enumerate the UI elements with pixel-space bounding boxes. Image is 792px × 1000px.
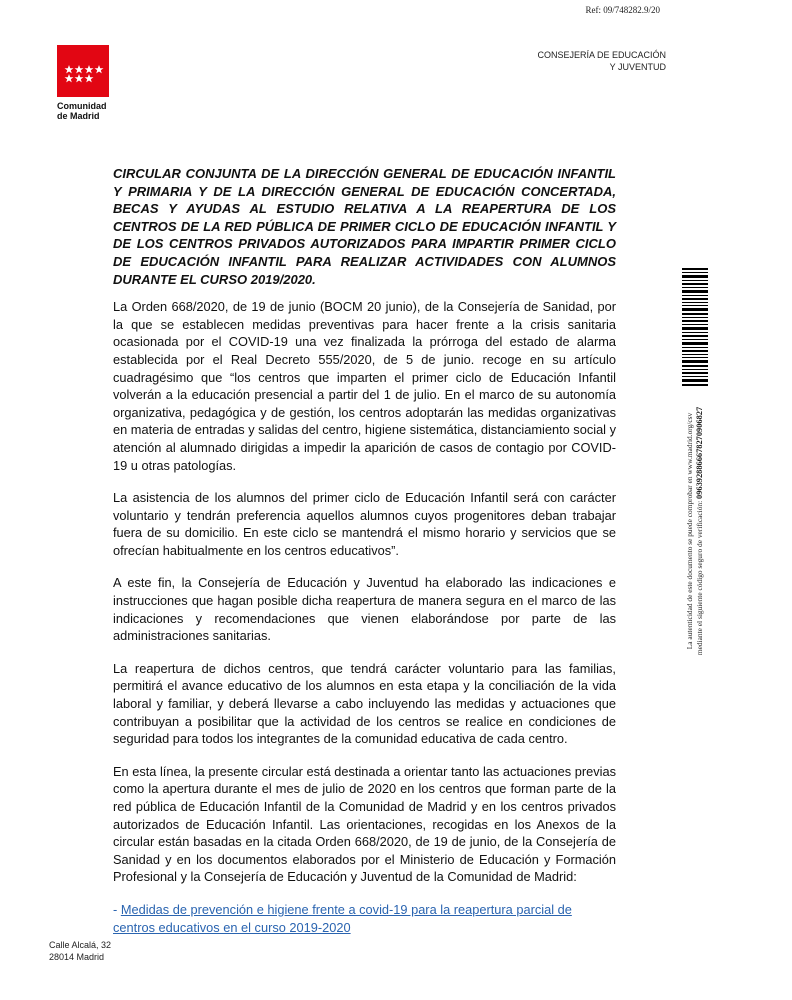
link-item bbox=[113, 901, 616, 936]
verification-line-2: mediante el siguiente código seguro de verificación: bbox=[695, 500, 704, 655]
paragraph-4: La reapertura de dichos centros, que tendrá carácter voluntario para las familias, permitirá el avance educativo de los alumnos en esta etapa y la conciliación de la vida laboral y familiar, y deberá llevarse a cabo incluyendo las medidas y actuaciones que contribuyan a posibilitar que la actividad de los centros se realice en condiciones de seguridad para todos los integrantes de la comunidad educativa de cada centro. bbox=[113, 660, 616, 747]
footer-line-2: 28014 Madrid bbox=[49, 952, 105, 962]
link-prefix: - bbox=[113, 901, 121, 917]
verification-line-1: La autenticidad de este documento se puede comprobar en www.madrid.org/csv bbox=[685, 412, 694, 649]
paragraph-2: La asistencia de los alumnos del primer ciclo de Educación Infantil será con carácter voluntario y tendrán preferencia aquellos alumnos cuyos progenitores deban trabajar fuera de su domicilio. En este ciclo se mantendrá el mismo horario y servicios que se ofrecían habitualmente en los centros educativos”. bbox=[113, 490, 616, 558]
footer-line-1: Calle Alcalá, 32 bbox=[49, 940, 112, 950]
comunidad-de-madrid-logo bbox=[57, 45, 113, 121]
department-header bbox=[537, 49, 666, 73]
paragraph-5: En esta línea, la presente circular está destinada a orientar tanto las actuaciones previas como la apertura durante el mes de julio de 2020 en los centros que forman parte de la red pública de Educación Infantil de la Comunidad de Madrid y en los centros privados autorizados de Educación Infantil. Las orientaciones, recogidas en los Anexos de la circular están basadas en la citada Orden 668/2020, de 19 de junio, de la Consejería de Sanidad y en los documentos elaborados por el Ministerio de Educación y Formación Profesional y la Consejería de Educación y Juventud de la Comunidad de Madrid: bbox=[113, 763, 616, 885]
barcode-icon bbox=[678, 268, 712, 388]
department-line-1: CONSEJERÍA DE EDUCACIÓN bbox=[537, 50, 666, 60]
verification-text bbox=[678, 393, 712, 668]
paragraph-1: La Orden 668/2020, de 19 de junio (BOCM 20 junio), de la Consejería de Sanidad, por la que se establecen medidas preventivas para hacer frente a la crisis sanitaria ocasionada por el COVID-19 una vez finalizada la prórroga del estado de alarma establecida por el Real Decreto 555/2020, de 5 de junio. recoge en su artículo cuadragésimo que “los centros que imparten el primer ciclo de Educación Infantil volverán a la educación presencial a partir del 1 de julio. En el marco de su autonomía organizativa, pedagógica y de gestión, los centros adoptarán las medidas organizativas en materia de entradas y salidas del centro, higiene sistemática, distanciamiento social y atención al alumnado dirigidas a impedir la aparición de casos de contagio por COVID-19 u otras patologías. bbox=[113, 299, 616, 473]
logo-line-2: de Madrid bbox=[57, 111, 100, 121]
paragraph-3: A este fin, la Consejería de Educación y Juventud ha elaborado las indicaciones e instrucciones que hagan posible dicha reapertura de manera segura en el marco de las indicaciones y recomendaciones que vienen elaborándose por parte de las administraciones sanitarias. bbox=[113, 575, 616, 644]
document-body bbox=[113, 165, 616, 936]
verification-code: 0963928866678270906827 bbox=[695, 406, 704, 499]
footer-address bbox=[49, 939, 111, 963]
department-line-2: Y JUVENTUD bbox=[609, 62, 666, 72]
madrid-flag-icon bbox=[57, 45, 109, 97]
document-reference: Ref: 09/748282.9/20 bbox=[585, 5, 660, 15]
verification-strip bbox=[678, 268, 712, 668]
logo-line-1: Comunidad bbox=[57, 101, 107, 111]
prevention-measures-link[interactable]: Medidas de prevención e higiene frente a covid-19 para la reapertura parcial de centros educativos en el curso 2019-2020 bbox=[113, 901, 572, 935]
circular-title: CIRCULAR CONJUNTA DE LA DIRECCIÓN GENERAL DE EDUCACIÓN INFANTIL Y PRIMARIA Y DE LA DIRECCIÓN GENERAL DE EDUCACIÓN CONCERTADA, BECAS Y AYUDAS AL ESTUDIO RELATIVA A LA REAPERTURA DE LOS CENTROS DE LA RED PÚBLICA DE PRIMER CICLO DE EDUCACIÓN INFANTIL Y DE LOS CENTROS PRIVADOS AUTORIZADOS PARA IMPARTIR PRIMER CICLO DE EDUCACIÓN INFANTIL PARA REALIZAR ACTIVIDADES CON ALUMNOS DURANTE EL CURSO 2019/2020. bbox=[113, 166, 616, 287]
